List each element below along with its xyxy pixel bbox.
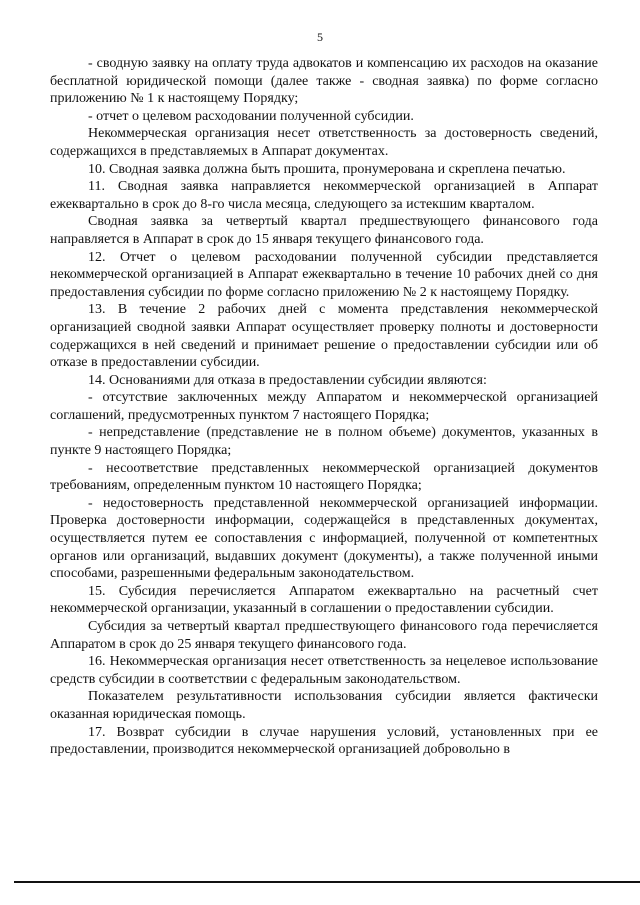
paragraph-report-item: - отчет о целевом расходовании полученной субсидии. [88, 108, 414, 124]
paragraph-refusal-reason-4: - недостоверность представленной некоммерческой организацией информации. Проверка достоверности информации, содержащейся в представленных документах, осуществляется путем ее сопоставления с информацией, полученной от компетентных органов или организаций, выдавших документ (документы), а также полученной иными способами, разрешенными федеральным законодательством. [50, 495, 598, 582]
paragraph-clause-12: 12. Отчет о целевом расходовании полученной субсидии представляется некоммерческой организацией в Аппарат ежеквартально в течение 10 рабочих дней со дня предоставления субсидии по форме согласно приложению № 2 к настоящему Порядку. [50, 249, 598, 300]
paragraph-clause-14: 14. Основаниями для отказа в предоставлении субсидии являются: [88, 372, 487, 388]
paragraph-clause-11: 11. Сводная заявка направляется некоммерческой организацией в Аппарат ежеквартально в срок до 8-го числа месяца, следующего за истекшим кварталом. [50, 179, 598, 212]
paragraph-performance-indicator: Показателем результативности использования субсидии является фактически оказанная юридическая помощь. [50, 689, 598, 722]
bottom-rule [14, 881, 640, 883]
paragraph-fourth-quarter-transfer: Субсидия за четвертый квартал предшествующего финансового года перечисляется Аппаратом в срок до 25 января текущего финансового года. [50, 619, 598, 652]
paragraph-clause-17: 17. Возврат субсидии в случае нарушения условий, установленных при ее предоставлении, производится некоммерческой организацией добровольно в [50, 724, 598, 758]
paragraph-responsibility: Некоммерческая организация несет ответственность за достоверность сведений, содержащихся в представляемых в Аппарат документах. [50, 126, 598, 159]
paragraph-refusal-reason-3: - несоответствие представленных некоммерческой организацией документов требованиям, определенным пунктом 10 настоящего Порядка; [50, 460, 598, 494]
paragraph-clause-16: 16. Некоммерческая организация несет ответственность за нецелевое использование средств субсидии в соответствии с федеральным законодательством. [50, 654, 598, 687]
paragraph-refusal-reason-1: - отсутствие заключенных между Аппаратом и некоммерческой организацией соглашений, предусмотренных пунктом 7 настоящего Порядка; [50, 390, 598, 423]
paragraph-clause-10: 10. Сводная заявка должна быть прошита, пронумерована и скреплена печатью. [88, 161, 566, 177]
paragraph-refusal-reason-2: - непредставление (представление не в полном объеме) документов, указанных в пункте 9 настоящего Порядка; [50, 425, 598, 459]
page-number: 5 [317, 30, 323, 44]
document-body [50, 55, 598, 759]
paragraph-clause-15: 15. Субсидия перечисляется Аппаратом ежеквартально на расчетный счет некоммерческой организации, указанный в соглашении о предоставлении субсидии. [50, 583, 598, 617]
paragraph-clause-13: 13. В течение 2 рабочих дней с момента представления некоммерческой организацией сводной заявки Аппарат осуществляет проверку полноты и достоверности содержащихся в ней сведений и принимает решение о предоставлении субсидии или об отказе в предоставлении субсидии. [50, 302, 598, 371]
paragraph-fourth-quarter-request: Сводная заявка за четвертый квартал предшествующего финансового года направляется в Аппарат в срок до 15 января текущего финансового года. [50, 214, 598, 247]
paragraph-consolidated-request-item: - сводную заявку на оплату труда адвокатов и компенсацию их расходов на оказание бесплатной юридической помощи (далее также - сводная заявка) по форме согласно приложению № 1 к настоящему Порядку; [50, 56, 598, 107]
